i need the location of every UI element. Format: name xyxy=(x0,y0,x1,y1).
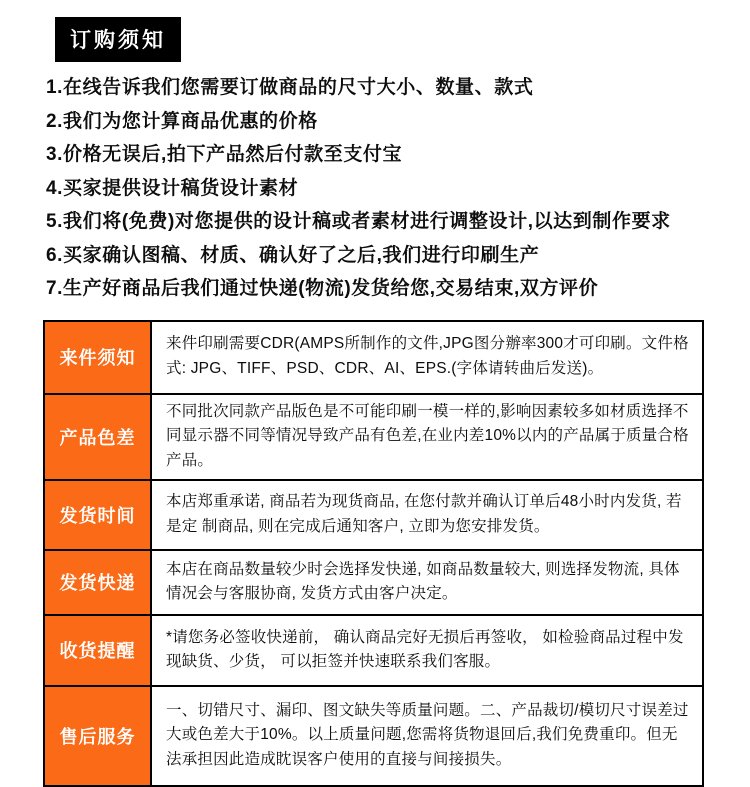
notice-list xyxy=(46,71,750,306)
table-row-receiving-reminder xyxy=(44,615,703,686)
table-row-incoming-files xyxy=(44,321,703,394)
row-content: 本店郑重承诺, 商品若为现货商品, 在您付款并确认订单后48小时内发货, 若 是定 制商品, 则在完成后通知客户, 立即为您安排发货。 xyxy=(151,480,703,550)
notice-item-5: 5.我们将(免费)对您提供的设计稿或者素材进行调整设计,以达到制作要求 xyxy=(46,211,671,232)
row-content: 本店在商品数量较少时会选择发快递, 如商品数量较大, 则选择发物流, 具体情况会与客服协商, 发货方式由客户决定。 xyxy=(151,550,703,615)
table-row-color-difference xyxy=(44,394,703,480)
row-content: 来件印刷需要CDR(AMPS所制作的文件,JPG图分辦率300才可印刷。文件格式: JPG、TIFF、PSD、CDR、AI、EPS.(字体请转曲后发送)。 xyxy=(151,321,703,394)
row-label: 来件须知 xyxy=(44,321,151,394)
row-label: 产品色差 xyxy=(44,394,151,480)
notice-item-7: 7.生产好商品后我们通过快递(物流)发货给您,交易结束,双方评价 xyxy=(46,278,599,299)
table-row-after-sales xyxy=(44,686,703,786)
table-row-shipping-time xyxy=(44,480,703,550)
row-label: 发货快递 xyxy=(44,550,151,615)
notice-item-4: 4.买家提供设计稿货设计素材 xyxy=(46,177,299,199)
row-label: 售后服务 xyxy=(44,686,151,786)
table-row-shipping-courier xyxy=(44,550,703,615)
notice-item-1: 1.在线告诉我们您需要订做商品的尺寸大小、数量、款式 xyxy=(46,77,534,98)
notice-item-3: 3.价格无误后,拍下产品然后付款至支付宝 xyxy=(46,144,403,165)
page-title: 订购须知 xyxy=(55,17,181,62)
row-label: 收货提醒 xyxy=(44,615,151,686)
row-content: *请您务必签收快递前， 确认商品完好无损后再签收， 如检验商品过程中发现缺货、少货， 可以拒签并快速联系我们客服。 xyxy=(151,615,703,686)
row-label: 发货时间 xyxy=(44,480,151,550)
notice-item-6: 6.买家确认图稿、材质、确认好了之后,我们进行印刷生产 xyxy=(46,244,540,266)
row-content: 一、切错尺寸、漏印、图文缺失等质量问题。二、产品裁切/模切尺寸误差过大或色差大于10%。以上质量问题,您需将货物退回后,我们免费重印。但无法承担因此造成眈误客户使用的直接与间接损失。 xyxy=(151,686,703,786)
row-content: 不同批次同款产品版色是不可能印刷一模一样的,影响因素较多如材质选择不同显示器不同等情况导致产品有色差,在业内差10%以内的产品属于质量合格产品。 xyxy=(151,394,703,480)
info-table xyxy=(43,320,704,787)
notice-item-2: 2.我们为您计算商品优惠的价格 xyxy=(46,110,318,132)
